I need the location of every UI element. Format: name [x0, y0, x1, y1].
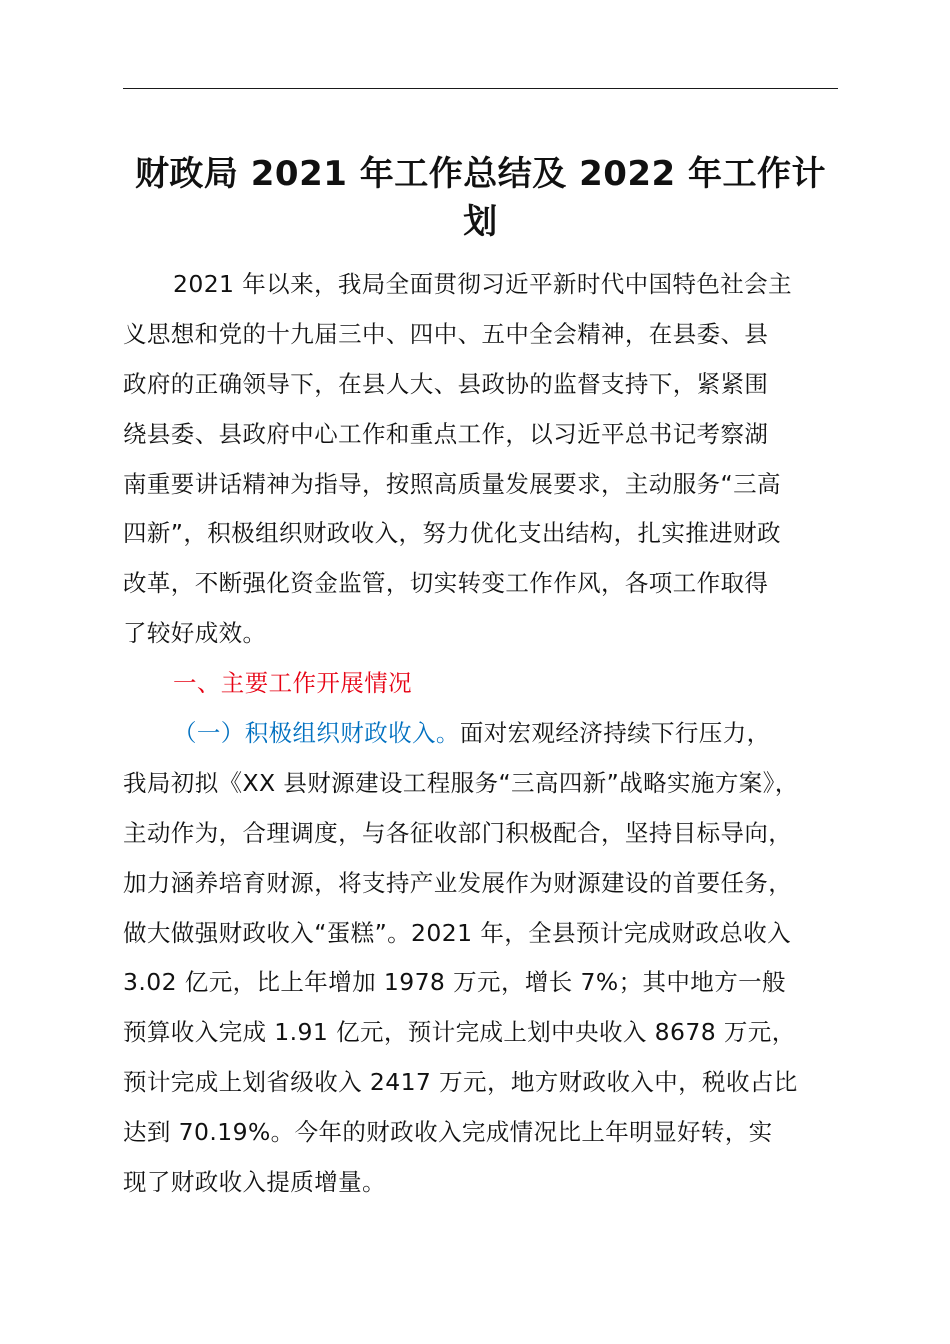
paragraph-line: 预算收入完成 1.91 亿元，预计完成上划中央收入 8678 万元， — [123, 1018, 796, 1047]
paragraph-line: 义思想和党的十九届三中、四中、五中全会精神，在县委、县 — [123, 319, 769, 348]
paragraph-line: 改革，不断强化资金监管，切实转变工作作风，各项工作取得 — [123, 569, 769, 598]
document-title — [123, 150, 838, 246]
paragraph-line: 3.02 亿元，比上年增加 1978 万元，增长 7%；其中地方一般 — [123, 968, 786, 997]
title-line: 财政局 2021 年工作总结及 2022 年工作计 — [134, 154, 827, 194]
paragraph-line: 政府的正确领导下，在县人大、县政协的监督支持下，紧紧围 — [123, 369, 769, 398]
paragraph-line: 达到 70.19%。今年的财政收入完成情况比上年明显好转，实 — [123, 1118, 773, 1147]
paragraph-line: 预计完成上划省级收入 2417 万元，地方财政收入中，税收占比 — [123, 1068, 798, 1097]
paragraph-line: 主动作为，合理调度，与各征收部门积极配合，坚持目标导向， — [123, 818, 793, 847]
title-line: 划 — [463, 202, 498, 242]
paragraph-text: 面对宏观经济持续下行压力， — [459, 719, 771, 748]
paragraph-line: 现了财政收入提质增量。 — [123, 1168, 386, 1197]
paragraph-line: 2021 年以来，我局全面贯彻习近平新时代中国特色社会主 — [173, 270, 792, 298]
section-heading: 一、主要工作开展情况 — [173, 669, 412, 698]
header-rule — [123, 88, 838, 89]
subsection-heading: （一）积极组织财政收入。 — [173, 719, 460, 748]
paragraph-line: 了较好成效。 — [123, 619, 267, 648]
paragraph-line: 我局初拟《XX 县财源建设工程服务“三高四新”战略实施方案》， — [123, 768, 799, 797]
paragraph-line: 四新”，积极组织财政收入，努力优化支出结构，扎实推进财政 — [123, 519, 781, 548]
paragraph-line: 绕县委、县政府中心工作和重点工作，以习近平总书记考察湖 — [123, 419, 769, 448]
paragraph-line: 做大做强财政收入“蛋糕”。2021 年，全县预计完成财政总收入 — [123, 918, 792, 947]
subsection-first-line — [123, 709, 863, 759]
document-body — [123, 260, 863, 1208]
paragraph-line: 加力涵养培育财源，将支持产业发展作为财源建设的首要任务， — [123, 868, 793, 897]
paragraph-line: 南重要讲话精神为指导，按照高质量发展要求，主动服务“三高 — [123, 469, 781, 498]
